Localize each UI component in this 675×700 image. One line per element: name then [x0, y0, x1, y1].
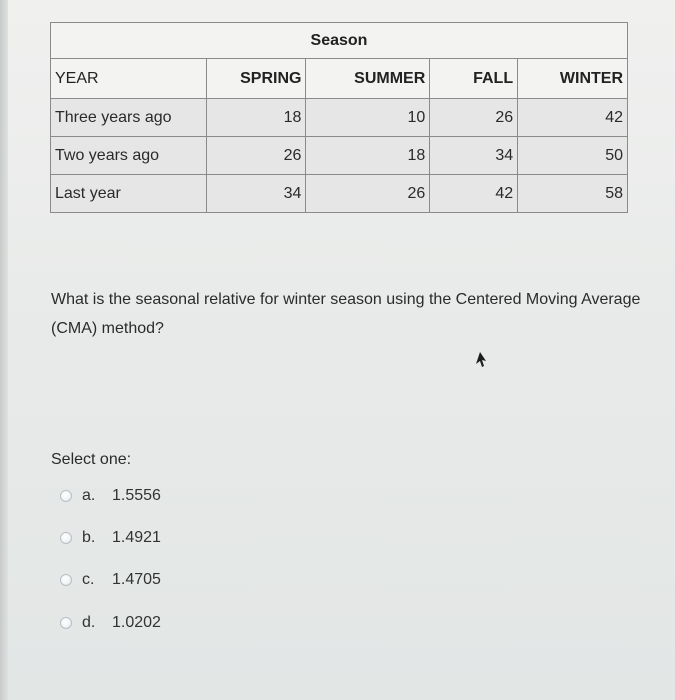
table-title: Season — [51, 23, 628, 59]
row-label: Three years ago — [51, 99, 207, 137]
answer-option-c[interactable] — [60, 569, 161, 591]
window-edge — [0, 0, 8, 700]
cell-winter: 58 — [518, 175, 628, 213]
option-value: 1.4921 — [112, 529, 161, 546]
option-letter: b. — [82, 529, 96, 546]
table-title-row — [51, 23, 628, 59]
radio-button-icon[interactable] — [60, 490, 72, 502]
answer-option-d[interactable] — [60, 612, 161, 634]
season-table — [50, 22, 628, 213]
radio-button-icon[interactable] — [60, 617, 72, 629]
column-header-winter: WINTER — [518, 59, 628, 99]
column-header-fall: FALL — [430, 59, 518, 99]
cell-spring: 34 — [206, 175, 306, 213]
column-header-year: YEAR — [51, 59, 207, 99]
cell-summer: 26 — [306, 175, 430, 213]
cell-spring: 18 — [206, 99, 306, 137]
row-label: Last year — [51, 175, 207, 213]
option-value: 1.4705 — [112, 571, 161, 588]
answer-option-a[interactable] — [60, 485, 161, 507]
option-letter: d. — [82, 614, 96, 631]
cell-summer: 18 — [306, 137, 430, 175]
answer-option-b[interactable] — [60, 527, 161, 549]
radio-button-icon[interactable] — [60, 574, 72, 586]
table-row — [51, 137, 628, 175]
option-letter: a. — [82, 487, 96, 504]
mouse-pointer-icon — [474, 352, 488, 368]
radio-button-icon[interactable] — [60, 532, 72, 544]
column-header-spring: SPRING — [206, 59, 306, 99]
cell-winter: 42 — [518, 99, 628, 137]
table-row — [51, 99, 628, 137]
cell-fall: 26 — [430, 99, 518, 137]
row-label: Two years ago — [51, 137, 207, 175]
option-value: 1.0202 — [112, 614, 161, 631]
column-header-summer: SUMMER — [306, 59, 430, 99]
table-header-row — [51, 59, 628, 99]
cell-spring: 26 — [206, 137, 306, 175]
option-letter: c. — [82, 571, 95, 588]
cell-fall: 42 — [430, 175, 518, 213]
cell-winter: 50 — [518, 137, 628, 175]
cell-summer: 10 — [306, 99, 430, 137]
select-one-label: Select one: — [51, 451, 132, 468]
table-row — [51, 175, 628, 213]
option-value: 1.5556 — [112, 487, 161, 504]
cell-fall: 34 — [430, 137, 518, 175]
question-text: What is the seasonal relative for winter season using the Centered Moving Average (CMA) method? — [51, 291, 641, 337]
